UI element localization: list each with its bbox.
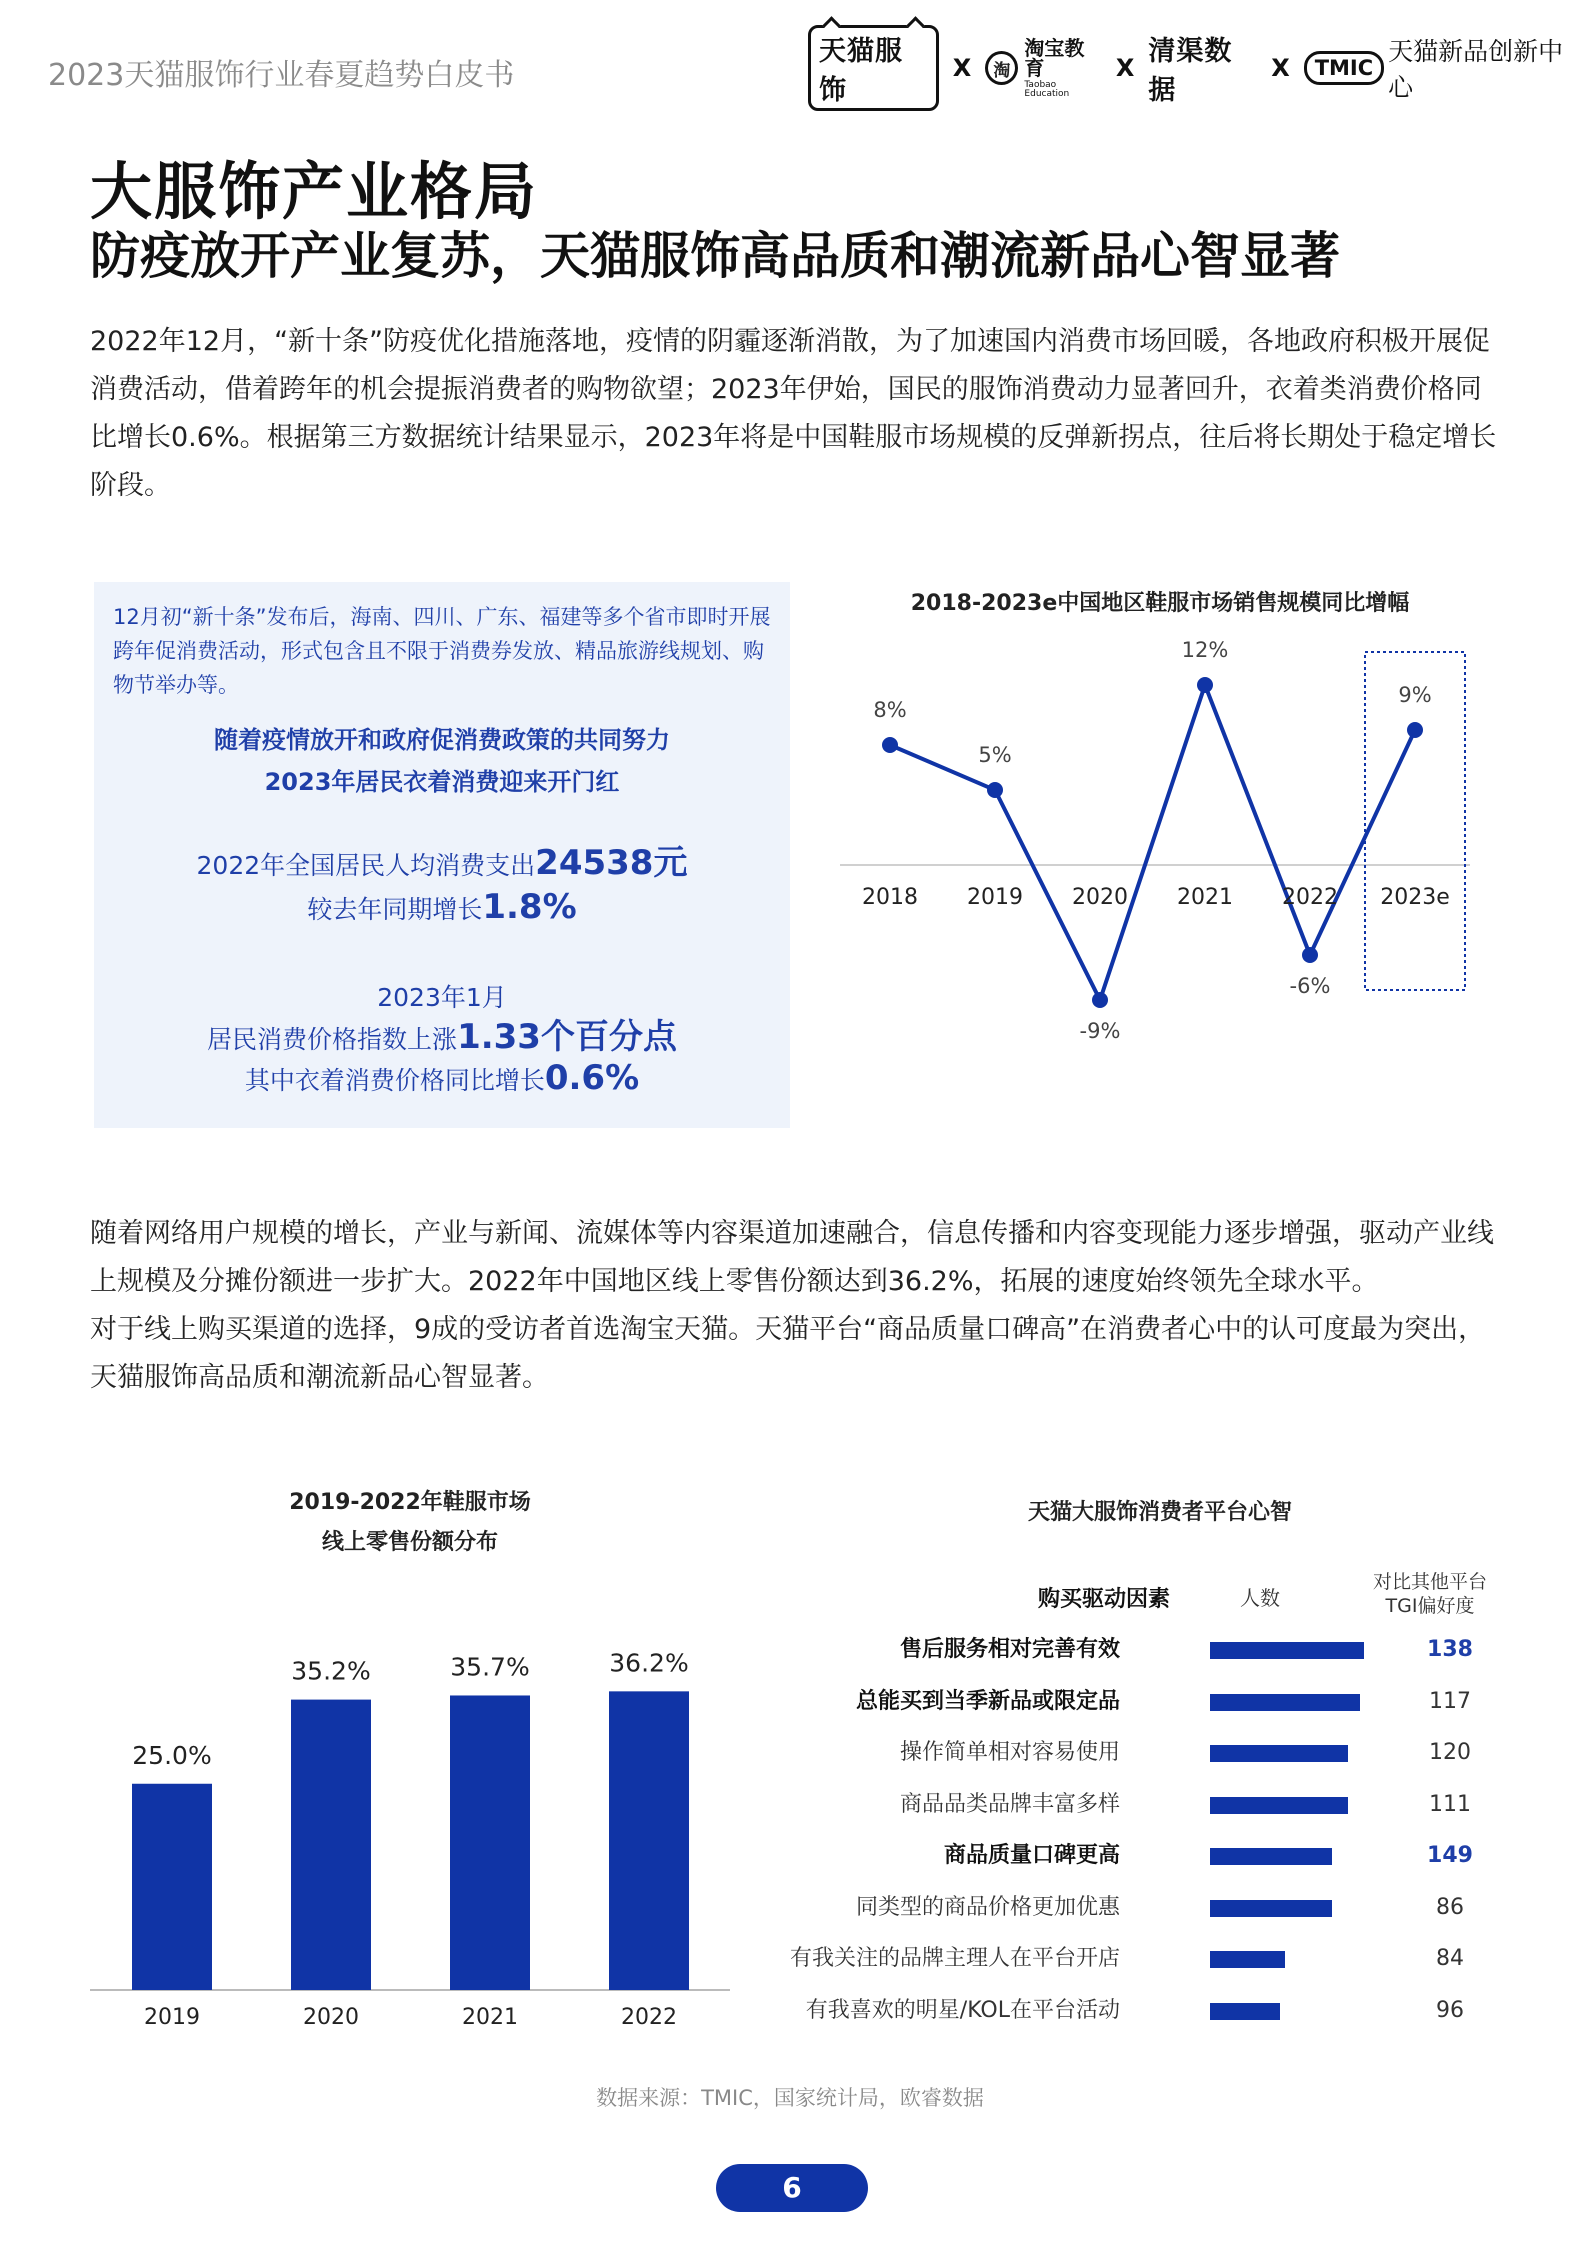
bar-2019 bbox=[132, 1784, 212, 1990]
page-number: 6 bbox=[716, 2164, 868, 2212]
x-tick-2022: 2022 bbox=[621, 2005, 677, 2030]
platform-tgi-value: 138 bbox=[1427, 1637, 1473, 1662]
data-point-2021 bbox=[1197, 677, 1213, 693]
taobao-education-en: Taobao Education bbox=[1024, 79, 1070, 99]
document-title: 2023天猫服饰行业春夏趋势白皮书 bbox=[48, 58, 515, 93]
data-label-2023e: 9% bbox=[1398, 683, 1432, 707]
tmall-apparel-logo: 天猫服饰 bbox=[808, 25, 939, 111]
platform-tgi-value: 96 bbox=[1436, 1997, 1464, 2023]
stat-clothing-price bbox=[94, 1058, 790, 1101]
tmic-name: 天猫新品创新中心 bbox=[1388, 37, 1564, 102]
x-tick-2018: 2018 bbox=[862, 885, 918, 910]
platform-tgi-value: 86 bbox=[1436, 1894, 1464, 1920]
stat-month: 2023年1月 bbox=[377, 983, 507, 1012]
data-point-2023e bbox=[1407, 722, 1423, 738]
x-tick-2023e: 2023e bbox=[1380, 885, 1450, 910]
platform-factor-label: 售后服务相对完善有效 bbox=[899, 1637, 1120, 1662]
separator-x: X bbox=[952, 54, 972, 82]
platform-chart-title: 天猫大服饰消费者平台心智 bbox=[1027, 1500, 1292, 1525]
data-label-2021: 12% bbox=[1181, 638, 1229, 662]
platform-tgi-value: 111 bbox=[1429, 1791, 1471, 1817]
platform-row bbox=[790, 1941, 1510, 1977]
data-point-2018 bbox=[882, 737, 898, 753]
platform-row bbox=[790, 1684, 1510, 1720]
platform-row bbox=[790, 1890, 1510, 1926]
stat-growth-label: 较去年同期增长 bbox=[307, 895, 483, 924]
bar-2021 bbox=[450, 1695, 530, 1990]
bar-2020 bbox=[291, 1700, 371, 1990]
x-tick-2021: 2021 bbox=[462, 2005, 518, 2030]
data-point-2022 bbox=[1302, 947, 1318, 963]
info-box-headline-2: 2023年居民衣着消费迎来开门红 bbox=[264, 768, 620, 796]
stat-consumption-value: 24538元 bbox=[535, 843, 688, 883]
partner-logos bbox=[808, 35, 1580, 106]
stat-growth-value: 1.8% bbox=[482, 887, 577, 927]
x-tick-2019: 2019 bbox=[144, 2005, 200, 2030]
page-subtitle: 防疫放开产业复苏，天猫服饰高品质和潮流新品心智显著 bbox=[90, 227, 1340, 285]
platform-people-bar bbox=[1210, 1797, 1348, 1814]
bar-chart-title-1: 2019-2022年鞋服市场 bbox=[289, 1490, 531, 1515]
bar-2022 bbox=[609, 1691, 689, 1990]
bar-label-2022: 36.2% bbox=[609, 1648, 689, 1678]
stat-consumption bbox=[94, 843, 790, 886]
platform-factor-label: 总能买到当季新品或限定品 bbox=[855, 1688, 1120, 1714]
stat-consumption-growth bbox=[94, 887, 790, 930]
header-factor: 购买驱动因素 bbox=[1037, 1587, 1170, 1612]
platform-factor-label: 有我喜欢的明星/KOL在平台活动 bbox=[805, 1997, 1120, 2023]
platform-row bbox=[790, 1735, 1510, 1771]
platform-factor-label: 商品质量口碑更高 bbox=[943, 1843, 1120, 1868]
platform-people-bar bbox=[1210, 1694, 1360, 1711]
data-label-2020: -9% bbox=[1079, 1019, 1121, 1043]
line-chart bbox=[820, 630, 1500, 1070]
info-box-headline-1: 随着疫情放开和政府促消费政策的共同努力 bbox=[214, 726, 670, 754]
data-label-2019: 5% bbox=[978, 743, 1012, 767]
platform-people-bar bbox=[1210, 2003, 1280, 2020]
taobao-mark-icon: 淘 bbox=[985, 51, 1018, 85]
platform-people-bar bbox=[1210, 1642, 1364, 1659]
stat-clothing-label: 其中衣着消费价格同比增长 bbox=[244, 1066, 545, 1095]
header-tgi-1: 对比其他平台 bbox=[1372, 1571, 1487, 1593]
header-people: 人数 bbox=[1240, 1586, 1280, 1610]
bar-chart bbox=[90, 1580, 740, 2040]
tmic-logo bbox=[1304, 32, 1580, 104]
data-source: 数据来源：TMIC，国家统计局，欧睿数据 bbox=[596, 2086, 984, 2110]
platform-people-bar bbox=[1210, 1900, 1332, 1917]
stat-cpi bbox=[94, 1017, 790, 1060]
header-tgi-2: TGI偏好度 bbox=[1385, 1595, 1475, 1617]
tmic-mark: TMIC bbox=[1304, 51, 1384, 85]
stat-cpi-label: 居民消费价格指数上涨 bbox=[207, 1025, 458, 1054]
line-chart-title: 2018-2023e中国地区鞋服市场销售规模同比增幅 bbox=[910, 591, 1410, 616]
channel-paragraph: 随着网络用户规模的增长，产业与新闻、流媒体等内容渠道加速融合，信息传播和内容变现能力逐步增强，驱动产业线上规模及分摊份额进一步扩大。2022年中国地区线上零售份额达到36.2%，拓展的速度始终领先全球水平。 对于线上购买渠道的选择，9成的受访者首选淘宝天猫。天猫平台“商品质量口碑高”在消费者心中的认可度最为突出，天猫服饰高品质和潮流新品心智显著。 bbox=[90, 1218, 1494, 1393]
platform-tgi-value: 149 bbox=[1427, 1843, 1473, 1868]
data-label-2022: -6% bbox=[1289, 974, 1331, 998]
data-point-2019 bbox=[987, 782, 1003, 798]
page-title: 大服饰产业格局 bbox=[90, 155, 539, 228]
platform-row bbox=[790, 1787, 1510, 1823]
bar-chart-title-2: 线上零售份额分布 bbox=[321, 1530, 498, 1555]
data-label-2018: 8% bbox=[873, 698, 907, 722]
platform-people-bar bbox=[1210, 1848, 1332, 1865]
x-tick-2019: 2019 bbox=[967, 885, 1023, 910]
x-tick-2022: 2022 bbox=[1282, 885, 1338, 910]
stat-consumption-label: 2022年全国居民人均消费支出 bbox=[196, 851, 536, 880]
stat-clothing-value: 0.6% bbox=[544, 1058, 640, 1098]
info-box-note: 12月初“新十条”发布后，海南、四川、广东、福建等多个省市即时开展跨年促消费活动，形式包含且不限于消费券发放、精品旅游线规划、购物节举办等。 bbox=[113, 605, 771, 697]
bar-label-2019: 25.0% bbox=[132, 1740, 212, 1770]
platform-tgi-value: 117 bbox=[1429, 1688, 1471, 1714]
x-tick-2021: 2021 bbox=[1177, 885, 1233, 910]
bar-label-2021: 35.7% bbox=[450, 1652, 530, 1682]
x-tick-2020: 2020 bbox=[1072, 885, 1128, 910]
platform-factor-label: 商品品类品牌丰富多样 bbox=[899, 1791, 1120, 1817]
platform-row bbox=[790, 1838, 1510, 1874]
separator-x: X bbox=[1115, 54, 1135, 82]
platform-tgi-value: 84 bbox=[1436, 1946, 1464, 1971]
platform-row bbox=[790, 1993, 1510, 2029]
platform-row bbox=[790, 1632, 1510, 1668]
taobao-education-logo bbox=[985, 35, 1102, 99]
platform-factor-label: 同类型的商品价格更加优惠 bbox=[855, 1894, 1120, 1920]
platform-people-bar bbox=[1210, 1951, 1285, 1968]
qingqu-data-logo: 清渠数据 bbox=[1148, 36, 1233, 106]
platform-people-bar bbox=[1210, 1745, 1348, 1762]
platform-tgi-value: 120 bbox=[1429, 1740, 1471, 1765]
taobao-education-cn: 淘宝教育 bbox=[1024, 35, 1085, 80]
platform-factor-label: 操作简单相对容易使用 bbox=[899, 1740, 1120, 1765]
intro-paragraph: 2022年12月，“新十条”防疫优化措施落地，疫情的阴霾逐渐消散，为了加速国内消费市场回暖，各地政府积极开展促消费活动，借着跨年的机会提振消费者的购物欲望；2023年伊始，国民的服饰消费动力显著回升，衣着类消费价格同比增长0.6%。根据第三方数据统计结果显示，2023年将是中国鞋服市场规模的反弹新拐点，往后将长期处于稳定增长阶段。 bbox=[90, 326, 1497, 501]
separator-x: X bbox=[1271, 54, 1290, 82]
stat-cpi-value: 1.33个百分点 bbox=[457, 1017, 677, 1057]
line-series bbox=[890, 685, 1415, 1000]
bar-label-2020: 35.2% bbox=[291, 1656, 371, 1686]
x-tick-2020: 2020 bbox=[303, 2005, 359, 2030]
platform-factor-label: 有我关注的品牌主理人在平台开店 bbox=[789, 1946, 1120, 1971]
data-point-2020 bbox=[1092, 992, 1108, 1008]
